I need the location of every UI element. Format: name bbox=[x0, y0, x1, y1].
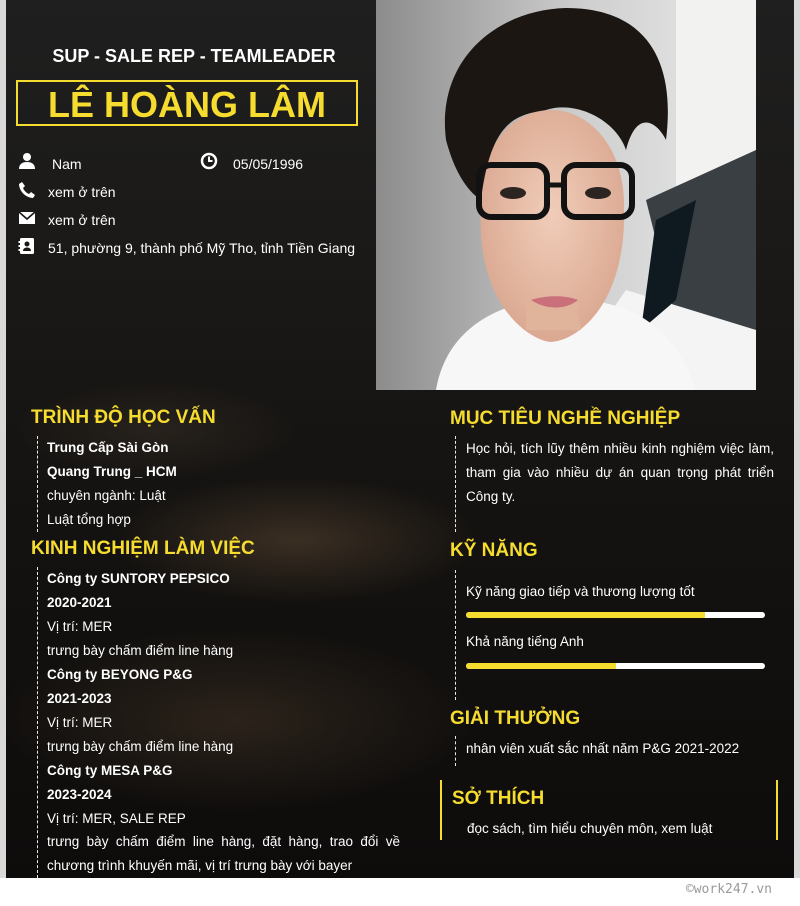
address-value: 51, phường 9, thành phố Mỹ Tho, tỉnh Tiền Giang bbox=[48, 240, 356, 256]
awards-text: nhân viên xuất sắc nhất năm P&G 2021-2022 bbox=[466, 741, 740, 756]
skill-bar-fill bbox=[466, 612, 705, 618]
experience-line: 2021-2023 bbox=[47, 691, 112, 706]
skill-bar bbox=[466, 663, 765, 669]
experience-line: Công ty BEYONG P&G bbox=[47, 667, 193, 682]
skills-divider bbox=[455, 570, 456, 700]
profile-photo bbox=[376, 0, 756, 390]
email-icon bbox=[18, 209, 36, 227]
cv-page bbox=[6, 0, 794, 878]
email-value: xem ở trên bbox=[48, 212, 116, 228]
candidate-name: LÊ HOÀNG LÂM bbox=[48, 84, 326, 125]
experience-line: Vị trí: MER bbox=[47, 715, 113, 730]
gender-value: Nam bbox=[52, 156, 82, 172]
experience-line: 2020-2021 bbox=[47, 595, 112, 610]
awards-divider bbox=[455, 736, 456, 766]
objective-divider bbox=[455, 436, 456, 532]
skill-label: Khả năng tiếng Anh bbox=[466, 634, 584, 649]
education-line: Luật tổng hợp bbox=[47, 512, 131, 527]
objective-text: Học hỏi, tích lũy thêm nhiều kinh nghiệm việc làm, tham gia vào nhiều dự án quan trọng phát triển Công ty. bbox=[466, 441, 774, 504]
education-line: chuyên ngành: Luật bbox=[47, 488, 166, 503]
education-divider bbox=[37, 436, 38, 532]
phone-icon bbox=[18, 181, 36, 199]
awards-title: GIẢI THƯỞNG bbox=[450, 708, 581, 729]
watermark-bar bbox=[0, 878, 800, 906]
birthday-value: 05/05/1996 bbox=[233, 156, 304, 172]
hobbies-title: SỞ THÍCH bbox=[452, 788, 545, 809]
user-icon bbox=[18, 152, 36, 170]
experience-title: KINH NGHIỆM LÀM VIỆC bbox=[31, 538, 255, 559]
experience-divider bbox=[37, 567, 38, 878]
experience-line: Công ty SUNTORY PEPSICO bbox=[47, 571, 230, 586]
education-line: Trung Cấp Sài Gòn bbox=[47, 440, 169, 455]
experience-line: 2023-2024 bbox=[47, 787, 112, 802]
experience-line: Vị trí: MER, SALE REP bbox=[47, 811, 186, 826]
skill-label: Kỹ năng giao tiếp và thương lượng tốt bbox=[466, 584, 695, 599]
objective-title: MỤC TIÊU NGHỀ NGHIỆP bbox=[450, 408, 681, 429]
hobbies-text: đọc sách, tìm hiểu chuyên môn, xem luật bbox=[467, 821, 713, 836]
experience-line: trưng bày chấm điểm line hàng, đặt hàng, trao đổi về chương trình khuyến mãi, vị trí trưng bày với bayer bbox=[47, 834, 400, 873]
education-line: Quang Trung _ HCM bbox=[47, 464, 177, 479]
name-box bbox=[16, 80, 358, 126]
job-title: SUP - SALE REP - TEAMLEADER bbox=[52, 46, 336, 66]
skills-title: KỸ NĂNG bbox=[450, 540, 538, 561]
education-title: TRÌNH ĐỘ HỌC VẤN bbox=[31, 407, 216, 428]
experience-line: Vị trí: MER bbox=[47, 619, 113, 634]
phone-value: xem ở trên bbox=[48, 184, 116, 200]
skill-bar bbox=[466, 612, 765, 618]
skill-bar-fill bbox=[466, 663, 616, 669]
experience-line: trưng bày chấm điểm line hàng bbox=[47, 739, 234, 754]
clock-icon bbox=[200, 152, 218, 170]
experience-line: trưng bày chấm điểm line hàng bbox=[47, 643, 234, 658]
watermark-text: ©work247.vn bbox=[685, 882, 772, 897]
address-book-icon bbox=[18, 237, 36, 255]
experience-line: Công ty MESA P&G bbox=[47, 763, 173, 778]
